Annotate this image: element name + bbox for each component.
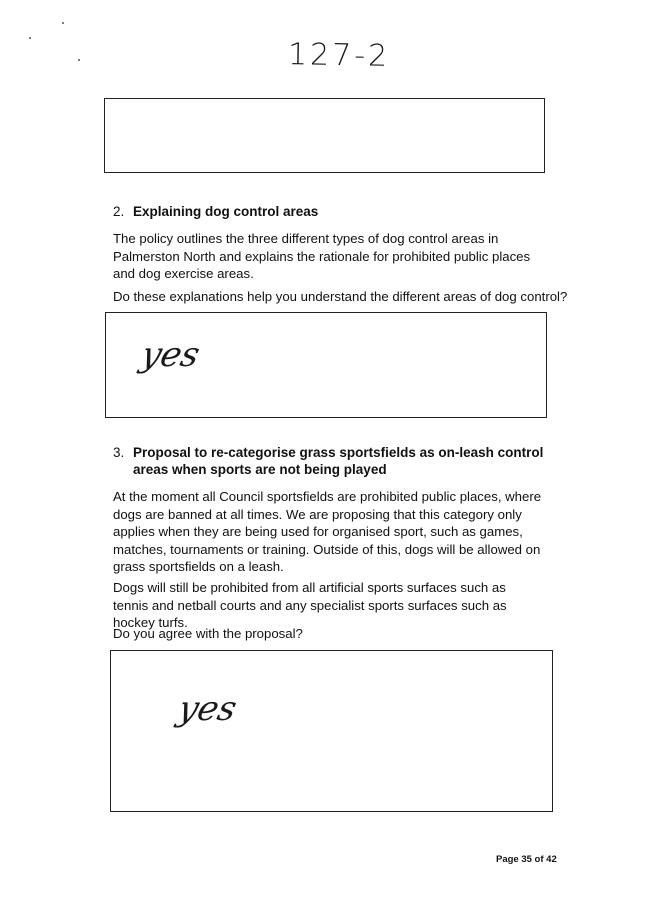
- scan-speck: [78, 59, 80, 61]
- section-2-body: The policy outlines the three different types of dog control areas in Palmerston North and explains the rationale for prohibited public places and dog exercise areas.: [113, 231, 531, 281]
- section-3-title-line-2: areas when sports are not being played: [133, 462, 387, 477]
- scan-speck: [62, 22, 64, 24]
- section-3-heading: [113, 444, 563, 484]
- section-3-title-line-1: Proposal to re-categorise grass sportsfields as on-leash control: [133, 445, 544, 460]
- page-number: Page 35 of 42: [496, 854, 557, 865]
- section-3-body-1: At the moment all Council sportsfields are prohibited public places, where dogs are banned at all times. We are proposing that this category only applies when they are being used for organised sport, such as games, matches, tournaments or training. Outside of this, dogs will be allowed on grass sportsfields on a leash.: [113, 489, 542, 574]
- section-2-title: Explaining dog control areas: [133, 204, 319, 219]
- section-2-number: 2.: [113, 204, 125, 219]
- answer-box-section-3[interactable]: [110, 650, 553, 812]
- scan-speck: [29, 37, 31, 39]
- handwritten-answer-section-2: yes: [137, 335, 204, 375]
- section-2-question: Do these explanations help you understand the different areas of dog control?: [113, 289, 568, 304]
- handwritten-answer-section-3: yes: [174, 689, 241, 729]
- answer-box-section-2[interactable]: [105, 312, 547, 418]
- section-3-body-2: Dogs will still be prohibited from all artificial sports surfaces such as tennis and netball courts and any specialist sports surfaces such as hockey turfs.: [113, 580, 507, 630]
- handwritten-reference-number: 127-2: [287, 37, 391, 74]
- answer-box-previous[interactable]: [104, 98, 545, 173]
- section-3-number: 3.: [113, 445, 125, 460]
- section-3-question: Do you agree with the proposal?: [113, 626, 303, 641]
